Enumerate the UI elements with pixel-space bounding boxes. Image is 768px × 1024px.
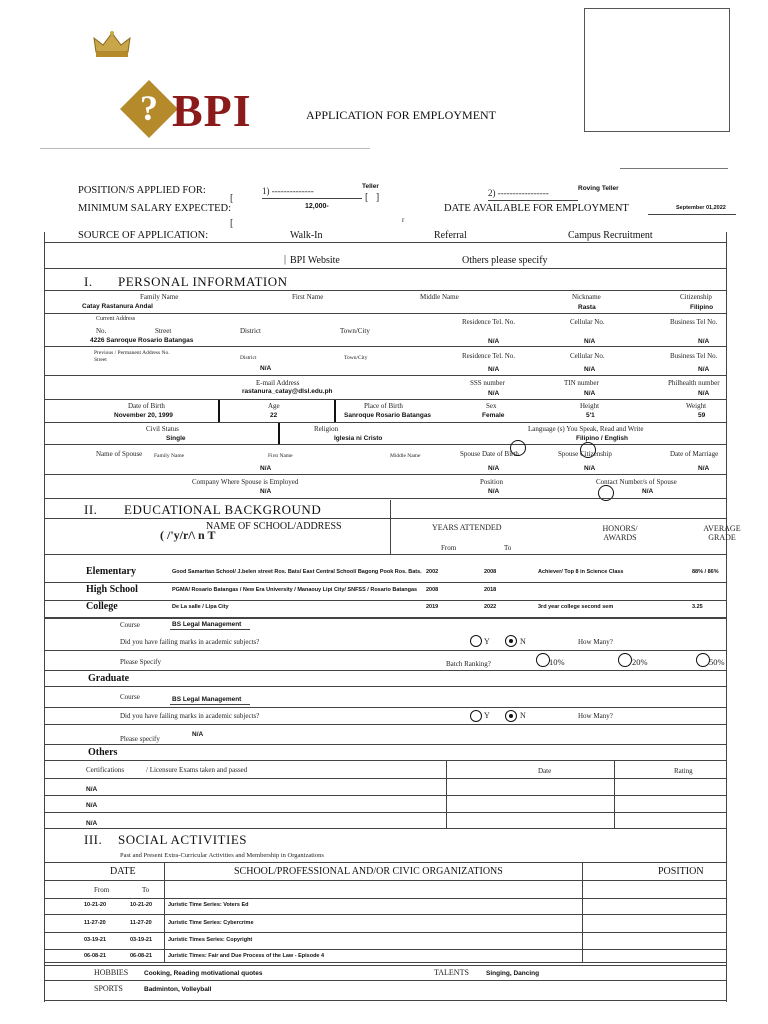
certifications-label: Certifications (86, 766, 125, 774)
salary-checkbox[interactable]: [ ] (365, 192, 380, 203)
date-available-label: DATE AVAILABLE FOR EMPLOYMENT (444, 203, 629, 214)
social-to-label: To (142, 886, 150, 894)
prev-bus-tel-label: Business Tel No. (670, 352, 718, 360)
prev-street-label: Street (94, 357, 107, 363)
marriage-value[interactable]: N/A (698, 465, 710, 472)
honors-col-header: HONORS/ AWARDS (602, 524, 638, 542)
email-label: E-mail Address (256, 379, 300, 387)
grad-failing-yes-radio[interactable] (470, 710, 482, 722)
nickname-value[interactable]: Rasta (578, 304, 596, 311)
tin-value[interactable]: N/A (584, 390, 596, 397)
batch-label: Batch Ranking? (446, 660, 491, 668)
citizenship-label: Citizenship (680, 293, 712, 301)
res-tel-label: Residence Tel. No. (462, 318, 516, 326)
civil-status-label: Civil Status (146, 425, 179, 433)
hobbies-value[interactable]: Cooking, Reading motivational quotes (144, 970, 263, 977)
others-value-1[interactable]: N/A (86, 786, 98, 793)
spouse-family-label: Family Name (154, 453, 185, 459)
age-label: Age (268, 402, 280, 410)
prev-cell-value[interactable]: N/A (584, 366, 596, 373)
spouse-dob-value[interactable]: N/A (488, 465, 500, 472)
company-value[interactable]: N/A (260, 488, 272, 495)
bus-tel-label: Business Tel No. (670, 318, 718, 326)
prev-district-label: District (240, 355, 257, 361)
education-section-title: EDUCATIONAL BACKGROUND (124, 502, 322, 517)
prev-bus-tel-value[interactable]: N/A (698, 366, 710, 373)
prev-address-value[interactable]: N/A (260, 365, 272, 372)
sex-value[interactable]: Female (482, 412, 505, 419)
date-available-value[interactable]: September 01,2022 (676, 205, 726, 211)
others-value-2[interactable]: N/A (86, 802, 98, 809)
company-label: Company Where Spouse is Employed (192, 478, 299, 486)
batch-20-radio[interactable] (618, 653, 632, 667)
batch-10-radio[interactable] (536, 653, 550, 667)
first-name-label: First Name (292, 293, 324, 301)
grad-course-value[interactable]: BS Legal Management (172, 696, 242, 703)
course-value[interactable]: BS Legal Management (172, 621, 242, 628)
spouse-citizenship-value[interactable]: N/A (584, 465, 596, 472)
source-referral[interactable]: Referral (434, 230, 467, 241)
education-level-label: High School (86, 584, 138, 595)
salary-label: MINIMUM SALARY EXPECTED: (78, 203, 232, 214)
social-row-divider (44, 914, 726, 915)
prev-res-tel-value[interactable]: N/A (488, 366, 500, 373)
social-section-num: III. (84, 832, 103, 847)
school-handwritten-mark: ( /'y/r/\ n T (160, 528, 216, 542)
education-row-divider (44, 600, 726, 601)
res-tel-value[interactable]: N/A (488, 338, 500, 345)
nickname-label: Nickname (572, 293, 601, 301)
spouse-position-label: Position (480, 478, 503, 486)
source-walkin[interactable]: Walk-In (290, 230, 323, 241)
cell-label: Cellular No. (570, 318, 605, 326)
education-school-value[interactable]: De La salle / Lipa City (172, 604, 229, 610)
failing-label: Did you have failing marks in academic subjects? (120, 638, 260, 646)
from-label: From (441, 544, 457, 552)
middle-name-label: Middle Name (420, 293, 459, 301)
positions-label: POSITION/S APPLIED FOR: (78, 185, 206, 196)
email-value[interactable]: rastanura_catay@dlsl.edu.ph (242, 388, 333, 395)
education-to-value[interactable]: 2018 (484, 587, 497, 593)
address-town-label: Town/City (340, 327, 370, 335)
graduate-label: Graduate (88, 673, 130, 684)
sports-value[interactable]: Badminton, Volleyball (144, 986, 212, 993)
social-row-divider (44, 949, 726, 950)
education-to-value[interactable]: 2008 (484, 569, 497, 575)
social-from-value[interactable]: 11-27-20 (84, 920, 106, 926)
logo-text: BPI (172, 85, 252, 136)
grad-failing-label: Did you have failing marks in academic subjects? (120, 712, 260, 720)
spouse-dob-label: Spouse Date of Birth (460, 450, 519, 458)
philhealth-label: Philhealth number (668, 379, 720, 387)
language-label: Language (s) You Speak, Read and Write (528, 425, 644, 433)
pob-value[interactable]: Sanroque Rosario Batangas (344, 412, 432, 419)
current-address-value[interactable]: 4226 Sanroque Rosario Batangas (90, 337, 194, 344)
tin-label: TIN number (564, 379, 599, 387)
social-org-value[interactable]: Juristic Times Series: Copyright (168, 937, 253, 943)
source-label: SOURCE OF APPLICATION: (78, 230, 209, 241)
education-level-label: College (86, 601, 118, 612)
spouse-first-label: First Name (268, 453, 293, 459)
source-bracket: [ (230, 218, 234, 229)
course-label: Course (120, 621, 140, 629)
dob-value[interactable]: November 20, 1999 (114, 412, 173, 419)
grad-how-many-label: How Many? (578, 712, 613, 720)
average-col-header: AVERAGE GRADE (703, 524, 741, 542)
current-address-label: Current Address (96, 316, 136, 322)
social-from-value[interactable]: 03-19-21 (84, 937, 107, 943)
source-website[interactable]: BPI Website (290, 255, 340, 266)
cert-rating-label: Rating (674, 767, 693, 775)
education-grade-value[interactable]: 3.25 (692, 604, 703, 610)
height-label: Height (580, 402, 600, 410)
years-col-header: YEARS ATTENDED (432, 523, 502, 532)
cert-date-label: Date (538, 767, 552, 775)
social-date-col: DATE (110, 866, 136, 877)
education-honors-value[interactable]: 3rd year college second sem (538, 604, 614, 610)
failing-no-label: N (520, 637, 526, 646)
spouse-position-value[interactable]: N/A (488, 488, 500, 495)
social-org-value[interactable]: Juristic Time Series: Cybercrime (168, 920, 254, 926)
salary-value[interactable]: 12,000- (305, 203, 329, 210)
grad-please-specify-label: Please specify (120, 735, 160, 743)
education-section-num: II. (84, 502, 98, 517)
spouse-citizenship-circle (580, 442, 596, 458)
marriage-label: Date of Marriage (670, 450, 719, 458)
social-from-value[interactable]: 10-21-20 (84, 902, 107, 908)
bus-tel-value[interactable]: N/A (698, 338, 710, 345)
position-2-value[interactable]: Roving Teller (578, 185, 619, 192)
hobbies-label: HOBBIES (94, 968, 129, 977)
social-section-title: SOCIAL ACTIVITIES (118, 832, 247, 847)
source-website-bracket: | (284, 254, 287, 265)
source-campus[interactable]: Campus Recruitment (568, 230, 653, 241)
social-org-col: SCHOOL/PROFESSIONAL AND/OR CIVIC ORGANIZATIONS (234, 866, 503, 877)
spouse-contact-label: Contact Number/s of Spouse (596, 478, 677, 486)
others-label: Others (88, 747, 118, 758)
crown-icon (92, 30, 132, 58)
others-value-3[interactable]: N/A (86, 820, 98, 827)
source-others[interactable]: Others please specify (462, 255, 548, 266)
pob-label: Place of Birth (364, 402, 403, 410)
education-grade-value[interactable]: 88% / 86% (692, 569, 719, 575)
form-title: APPLICATION FOR EMPLOYMENT (306, 108, 497, 122)
failing-yes-label: Y (484, 637, 490, 646)
source-r-mark: r (402, 216, 405, 224)
education-to-value[interactable]: 2022 (484, 604, 497, 610)
cell-value[interactable]: N/A (584, 338, 596, 345)
spouse-value[interactable]: N/A (260, 465, 272, 472)
position-1-value[interactable]: Teller (362, 183, 379, 190)
personal-section-title: PERSONAL INFORMATION (118, 274, 288, 289)
age-value[interactable]: 22 (270, 412, 278, 419)
education-from-value[interactable]: 2008 (426, 587, 439, 593)
spouse-contact-value[interactable]: N/A (642, 488, 654, 495)
education-level-label: Elementary (86, 566, 136, 577)
language-value[interactable]: Filipino / English (576, 435, 628, 442)
social-to-value[interactable]: 03-19-21 (130, 937, 153, 943)
family-name-label: Family Name (140, 293, 179, 301)
citizenship-value[interactable]: Filipino (690, 304, 714, 311)
education-from-value[interactable]: 2019 (426, 604, 439, 610)
batch-50-label: 50% (709, 657, 725, 667)
spouse-label: Name of Spouse (96, 450, 143, 458)
social-to-value[interactable]: 11-27-20 (130, 920, 152, 926)
philhealth-value[interactable]: N/A (698, 390, 710, 397)
position-1-prefix: 1) -------------- (262, 186, 314, 196)
batch-50-radio[interactable] (696, 653, 710, 667)
prev-res-tel-label: Residence Tel. No. (462, 352, 516, 360)
how-many-label: How Many? (578, 638, 613, 646)
bpi-logo (118, 30, 278, 140)
licensure-label: / Licensure Exams taken and passed (146, 766, 248, 774)
failing-no-radio[interactable] (505, 635, 517, 647)
address-street-label: Street (155, 327, 172, 335)
education-from-value[interactable]: 2002 (426, 569, 439, 575)
weight-value[interactable]: 59 (698, 412, 706, 419)
please-specify-label: Please Specify (120, 658, 162, 666)
grad-please-specify-value[interactable]: N/A (192, 731, 204, 738)
social-subtitle: Past and Present Extra-Curricular Activities and Membership in Organizations (120, 852, 324, 859)
social-org-value[interactable]: Juristic Time Series: Voters Ed (168, 902, 249, 908)
social-row-divider (44, 932, 726, 933)
education-school-value[interactable]: Good Samaritan School/ J.belen street Ros. Bats/ East Central School/ Bagong Pook Ros. Bats. (172, 569, 422, 575)
salary-bracket: [ (230, 193, 234, 204)
social-to-value[interactable]: 10-21-20 (130, 902, 153, 908)
spouse-citizenship-label: Spouse Citizenship (558, 450, 612, 458)
svg-text:?: ? (140, 88, 158, 128)
prev-town-label: Town/City (344, 355, 368, 361)
grad-failing-no-label: N (520, 711, 526, 720)
height-value[interactable]: 5'1 (586, 412, 595, 419)
religion-value[interactable]: Iglesia ni Cristo (334, 435, 383, 442)
sex-label: Sex (486, 402, 497, 410)
social-to-value[interactable]: 06-08-21 (130, 953, 153, 959)
talents-label: TALENTS (434, 968, 469, 977)
weight-label: Weight (686, 402, 707, 410)
photo-box[interactable] (584, 8, 730, 132)
to-label: To (504, 544, 512, 552)
sports-label: SPORTS (94, 984, 123, 993)
personal-section-num: I. (84, 274, 93, 289)
full-name-value[interactable]: Catay Rastanura Andal (82, 303, 153, 310)
civil-status-value[interactable]: Single (166, 435, 186, 442)
position-2-prefix: 2) ----------------- (488, 188, 549, 198)
spouse-dob-circle (510, 440, 526, 456)
social-org-value[interactable]: Juristic Times: Fair and Due Process of the Law - Episode 4 (168, 953, 325, 959)
social-from-value[interactable]: 06-08-21 (84, 953, 107, 959)
social-position-col: POSITION (658, 866, 704, 877)
grad-course-label: Course (120, 693, 140, 701)
sss-value[interactable]: N/A (488, 390, 500, 397)
batch-20-label: 20% (632, 657, 648, 667)
education-school-value[interactable]: PGMA/ Rosario Batangas / New Era University / Manaouy Lipi City/ SNFSS / Rosario Batangas (172, 587, 418, 593)
address-district-label: District (240, 327, 261, 335)
education-row-divider (44, 582, 726, 583)
school-col-header: NAME OF SCHOOL/ADDRESS (206, 521, 342, 532)
social-row-divider (44, 965, 726, 966)
grad-failing-yes-label: Y (484, 711, 490, 720)
dob-label: Date of Birth (128, 402, 165, 410)
address-no-label: No. (96, 327, 107, 335)
diamond-emblem-icon (118, 78, 180, 140)
social-from-label: From (94, 886, 110, 894)
spouse-middle-label: Middle Name (390, 453, 421, 459)
religion-label: Religion (314, 425, 339, 433)
grad-failing-no-radio[interactable] (505, 710, 517, 722)
prev-address-label: Previous / Permanent Address No. (94, 350, 170, 356)
education-honors-value[interactable]: Achiever/ Top 8 in Science Class (538, 569, 624, 575)
prev-cell-label: Cellular No. (570, 352, 605, 360)
sss-label: SSS number (470, 379, 505, 387)
talents-value[interactable]: Singing, Dancing (486, 970, 540, 977)
failing-yes-radio[interactable] (470, 635, 482, 647)
batch-10-label: 10% (549, 657, 565, 667)
